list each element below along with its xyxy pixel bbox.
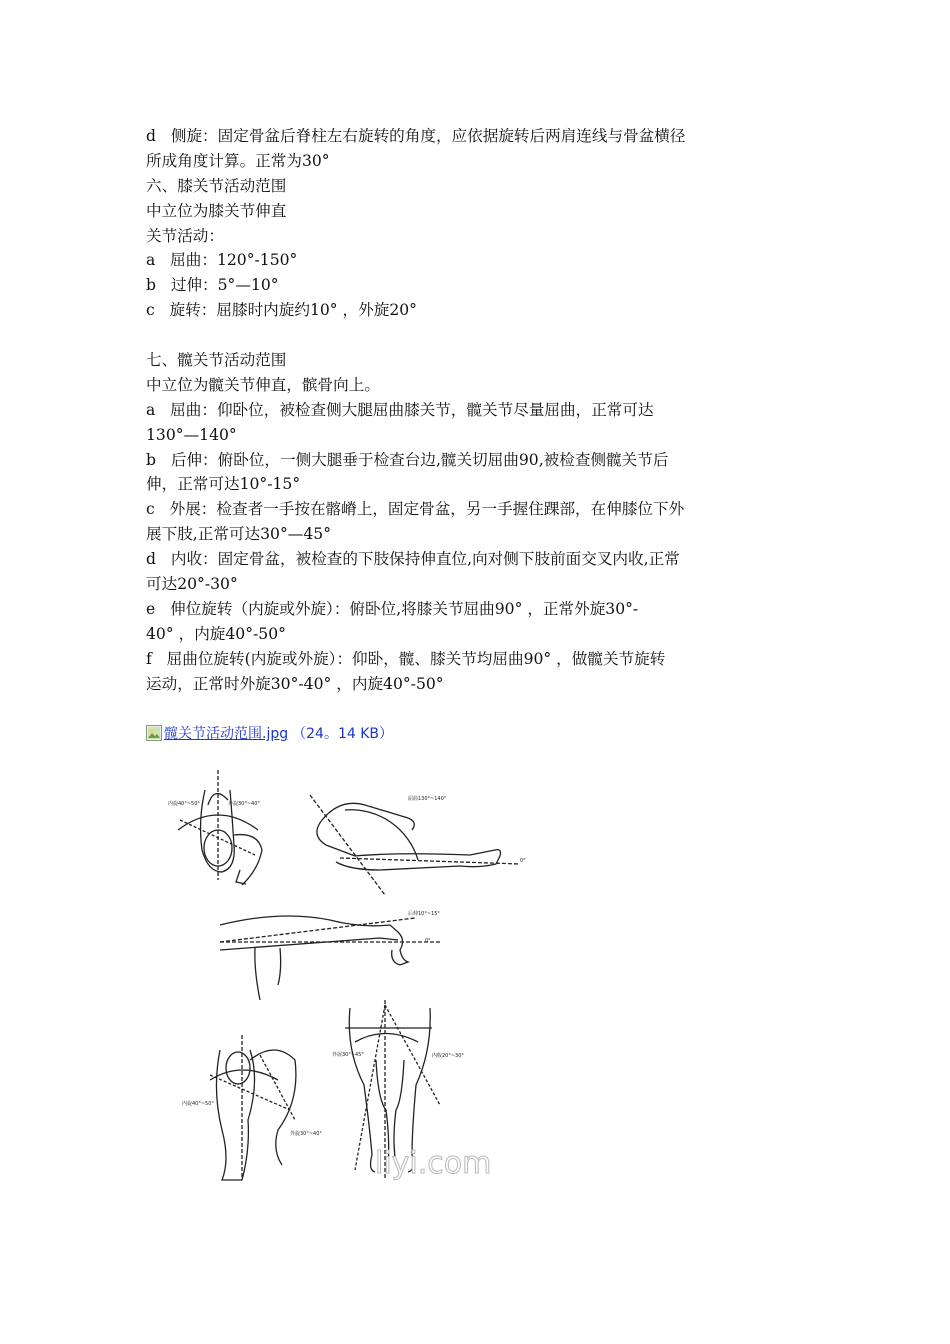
label-adduction: 内收20°~30° (432, 1053, 464, 1059)
hip-figure-drawing (150, 760, 540, 1190)
label-rot-in-top: 内旋40°~50° (168, 801, 200, 807)
flexion-rotation-drawing (210, 1035, 296, 1180)
image-file-icon (146, 725, 162, 741)
prone-extension-drawing (220, 916, 440, 1000)
text-line: a 屈曲：仰卧位，被检查侧大腿屈曲膝关节，髋关节尽量屈曲，正常可达 (146, 400, 654, 419)
attachment-size: （24。14 KB） (292, 726, 393, 742)
label-rot-out-bottom: 外旋30°~40° (290, 1131, 322, 1137)
label-flexion: 屈曲130°~140° (408, 796, 447, 802)
prone-rotation-drawing (178, 770, 262, 885)
text-line: 130°—140° (146, 425, 237, 444)
watermark: liyi.com (375, 1146, 492, 1181)
text-line: a 屈曲：120°-150° (146, 251, 298, 270)
text-line: d 侧旋：固定骨盆后脊柱左右旋转的角度，应依据旋转后两肩连线与骨盆横径 (146, 127, 686, 145)
attachment-link[interactable]: 髋关节活动范围.jpg (164, 726, 289, 742)
text-line: 可达20°-30° (146, 575, 238, 594)
text-line: e 伸位旋转（内旋或外旋）：俯卧位,将膝关节屈曲90° ，正常外旋30°- (146, 599, 639, 618)
text-line: 六、膝关节活动范围 (146, 176, 287, 195)
blank-line (146, 323, 818, 348)
text-line: 展下肢,正常可达30°—45° (146, 525, 331, 544)
label-zero-b: 0° (425, 938, 431, 944)
text-line: 七、髋关节活动范围 (146, 351, 287, 370)
text-line: 中立位为膝关节伸直 (146, 201, 287, 220)
text-line: 中立位为髋关节伸直，髌骨向上。 (146, 375, 380, 394)
text-line: 所成角度计算。正常为30° (146, 151, 330, 170)
label-zero-a: 0° (520, 858, 526, 864)
label-abduction: 外展30°~45° (332, 1052, 364, 1058)
text-line: 关节活动： (146, 226, 224, 245)
text-line: b 过伸：5°—10° (146, 276, 279, 295)
label-rot-in-bottom: 内旋40°~50° (182, 1101, 214, 1107)
text-line: f 屈曲位旋转(内旋或外旋）：仰卧，髋、膝关节均屈曲90° ，做髋关节旋转 (146, 649, 666, 668)
label-rot-out-top: 外旋30°~40° (228, 801, 260, 807)
text-line: 伸，正常可达10°-15° (146, 475, 301, 494)
text-line: 40° ，内旋40°-50° (146, 624, 286, 643)
text-line: 运动，正常时外旋30°-40° ，内旋40°-50° (146, 674, 444, 693)
text-line: d 内收：固定骨盆，被检查的下肢保持伸直位,向对侧下肢前面交叉内收,正常 (146, 550, 680, 569)
text-line: c 外展：检查者一手按在髂嵴上，固定骨盆，另一手握住踝部，在伸膝位下外 (146, 500, 685, 519)
label-extension: 后伸10°~15° (408, 911, 440, 917)
figure-labels (168, 795, 526, 1137)
document-text (146, 124, 818, 696)
attachment[interactable] (146, 722, 393, 744)
text-line: c 旋转：屈膝时内旋约10° ，外旋20° (146, 301, 417, 320)
supine-flexion-drawing (310, 795, 520, 895)
text-line: b 后伸：俯卧位，一侧大腿垂于检查台边,髋关切屈曲90,被检查侧髋关节后 (146, 450, 669, 469)
hip-range-of-motion-figure (150, 760, 540, 1190)
